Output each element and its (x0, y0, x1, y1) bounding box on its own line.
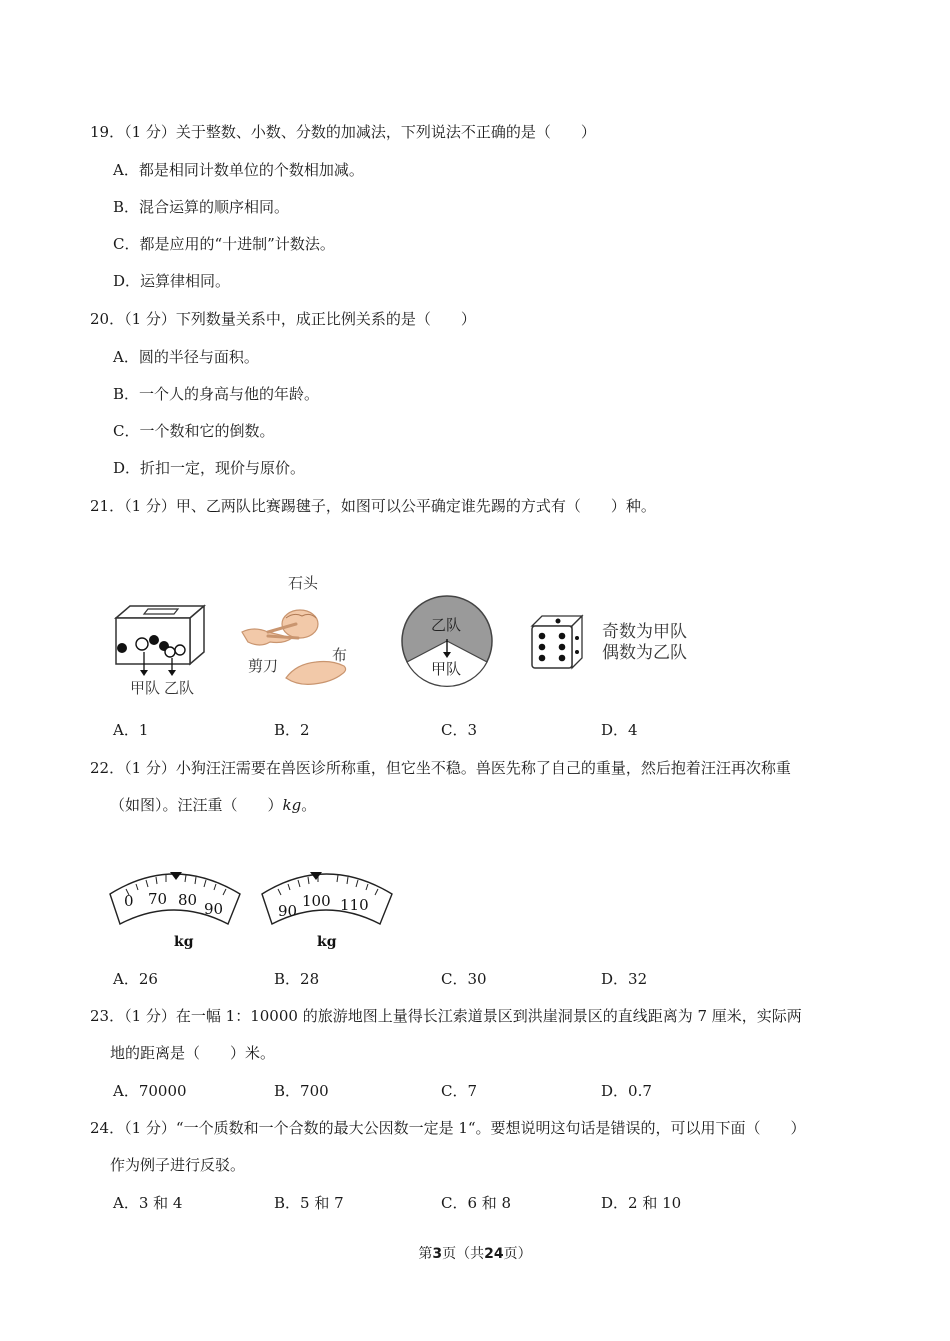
rps-paper-label: 布 (332, 646, 348, 664)
q21-option-d: D．4 (601, 721, 638, 739)
q22-stem-continued (110, 794, 316, 815)
spinner-top-label: 乙队 (431, 616, 462, 634)
q23-option-b: B．700 (274, 1082, 329, 1100)
box-label-right: 乙队 (164, 679, 195, 697)
box-label-left: 甲队 (130, 679, 161, 697)
ball-box-figure (108, 600, 208, 700)
q19-option-a: A．都是相同计数单位的个数相加减。 (113, 161, 364, 179)
dice-rule-line-2: 偶数为乙队 (602, 643, 687, 663)
q20-option-c: C．一个数和它的倒数。 (113, 422, 275, 440)
scale-1-tick-70: 70 (148, 890, 168, 908)
q22-option-d: D．32 (601, 970, 648, 988)
footer-mid: 页（共 (442, 1246, 485, 1262)
q24-option-b: B．5 和 7 (274, 1194, 344, 1212)
footer-suffix: 页） (503, 1246, 532, 1262)
q24-stem: 24．（1 分）“一个质数和一个合数的最大公因数一定是 1“。要想说明这句话是错误的，可以用下面（ ） (90, 1119, 806, 1137)
q23-stem-continued: 地的距离是（ ）米。 (110, 1044, 276, 1062)
q21-stem: 21．（1 分）甲、乙两队比赛踢毽子，如图可以公平确定谁先踢的方式有（ ）种。 (90, 497, 656, 515)
dice-rule-line-1: 奇数为甲队 (602, 622, 687, 642)
footer-prefix: 第 (418, 1246, 433, 1262)
q22-unit: kg (282, 796, 302, 814)
q19-stem: 19．（1 分）关于整数、小数、分数的加减法，下列说法不正确的是（ ） (90, 123, 596, 141)
q23-option-a: A．70000 (113, 1082, 187, 1100)
q24-option-c: C．6 和 8 (441, 1194, 512, 1212)
q19-option-b: B．混合运算的顺序相同。 (113, 198, 290, 216)
scale-2-tick-100: 100 (302, 892, 331, 910)
q24-option-d: D．2 和 10 (601, 1194, 682, 1212)
rps-scissors-label: 剪刀 (248, 657, 279, 675)
q20-option-a: A．圆的半径与面积。 (113, 348, 259, 366)
spinner-bottom-label: 甲队 (431, 660, 462, 678)
scale-dial-2 (258, 862, 398, 952)
q23-stem: 23．（1 分）在一幅 1：10000 的旅游地图上量得长江索道景区到洪崖洞景区的直线距离为 7 厘米，实际两 (90, 1007, 802, 1025)
scale-dial-1 (106, 862, 246, 952)
q22-options (113, 968, 753, 990)
q22-option-a: A．26 (113, 970, 158, 988)
q21-options (113, 719, 753, 741)
scale-2-tick-90: 90 (278, 902, 298, 920)
rock-paper-scissors-figure (238, 568, 358, 696)
q22-stem-end: 。 (301, 796, 317, 814)
q21-option-b: B．2 (274, 721, 310, 739)
q20-option-d: D．折扣一定，现价与原价。 (113, 459, 306, 477)
q24-stem-continued: 作为例子进行反驳。 (110, 1156, 246, 1174)
spinner-figure (400, 594, 496, 690)
q22-option-c: C．30 (441, 970, 487, 988)
q21-option-a: A．1 (113, 721, 149, 739)
scale-1-tick-80: 80 (178, 891, 198, 909)
q20-option-b: B．一个人的身高与他的年龄。 (113, 385, 320, 403)
dice-rule-text (602, 622, 687, 664)
q22-stem-cont-text: （如图）。汪汪重（ ） (110, 796, 283, 814)
footer-page-number: 3 (432, 1246, 443, 1262)
page-footer (0, 1243, 950, 1263)
footer-total-pages: 24 (484, 1246, 504, 1262)
scale-1-tick-90: 90 (204, 900, 224, 918)
q23-option-d: D．0.7 (601, 1082, 652, 1100)
q20-stem: 20．（1 分）下列数量关系中，成正比例关系的是（ ） (90, 310, 476, 328)
scale-1-unit: kg (174, 934, 194, 950)
q22-stem: 22．（1 分）小狗汪汪需要在兽医诊所称重，但它坐不稳。兽医先称了自己的重量，然后抱着汪汪再次称重 (90, 759, 791, 777)
q24-option-a: A．3 和 4 (113, 1194, 183, 1212)
scale-2-tick-110: 110 (340, 896, 369, 914)
scale-1-tick-0: 0 (124, 892, 134, 910)
rock-hand-icon (282, 610, 318, 638)
q19-option-c: C．都是应用的“十进制”计数法。 (113, 235, 335, 253)
rps-rock-label: 石头 (288, 574, 319, 592)
q24-options (113, 1192, 753, 1214)
dice-icon (528, 612, 588, 672)
q21-option-c: C．3 (441, 721, 478, 739)
q23-options (113, 1080, 753, 1102)
q22-option-b: B．28 (274, 970, 320, 988)
q23-option-c: C．7 (441, 1082, 478, 1100)
paper-hand-icon (286, 662, 346, 685)
scale-2-unit: kg (317, 934, 337, 950)
q19-option-d: D．运算律相同。 (113, 272, 231, 290)
